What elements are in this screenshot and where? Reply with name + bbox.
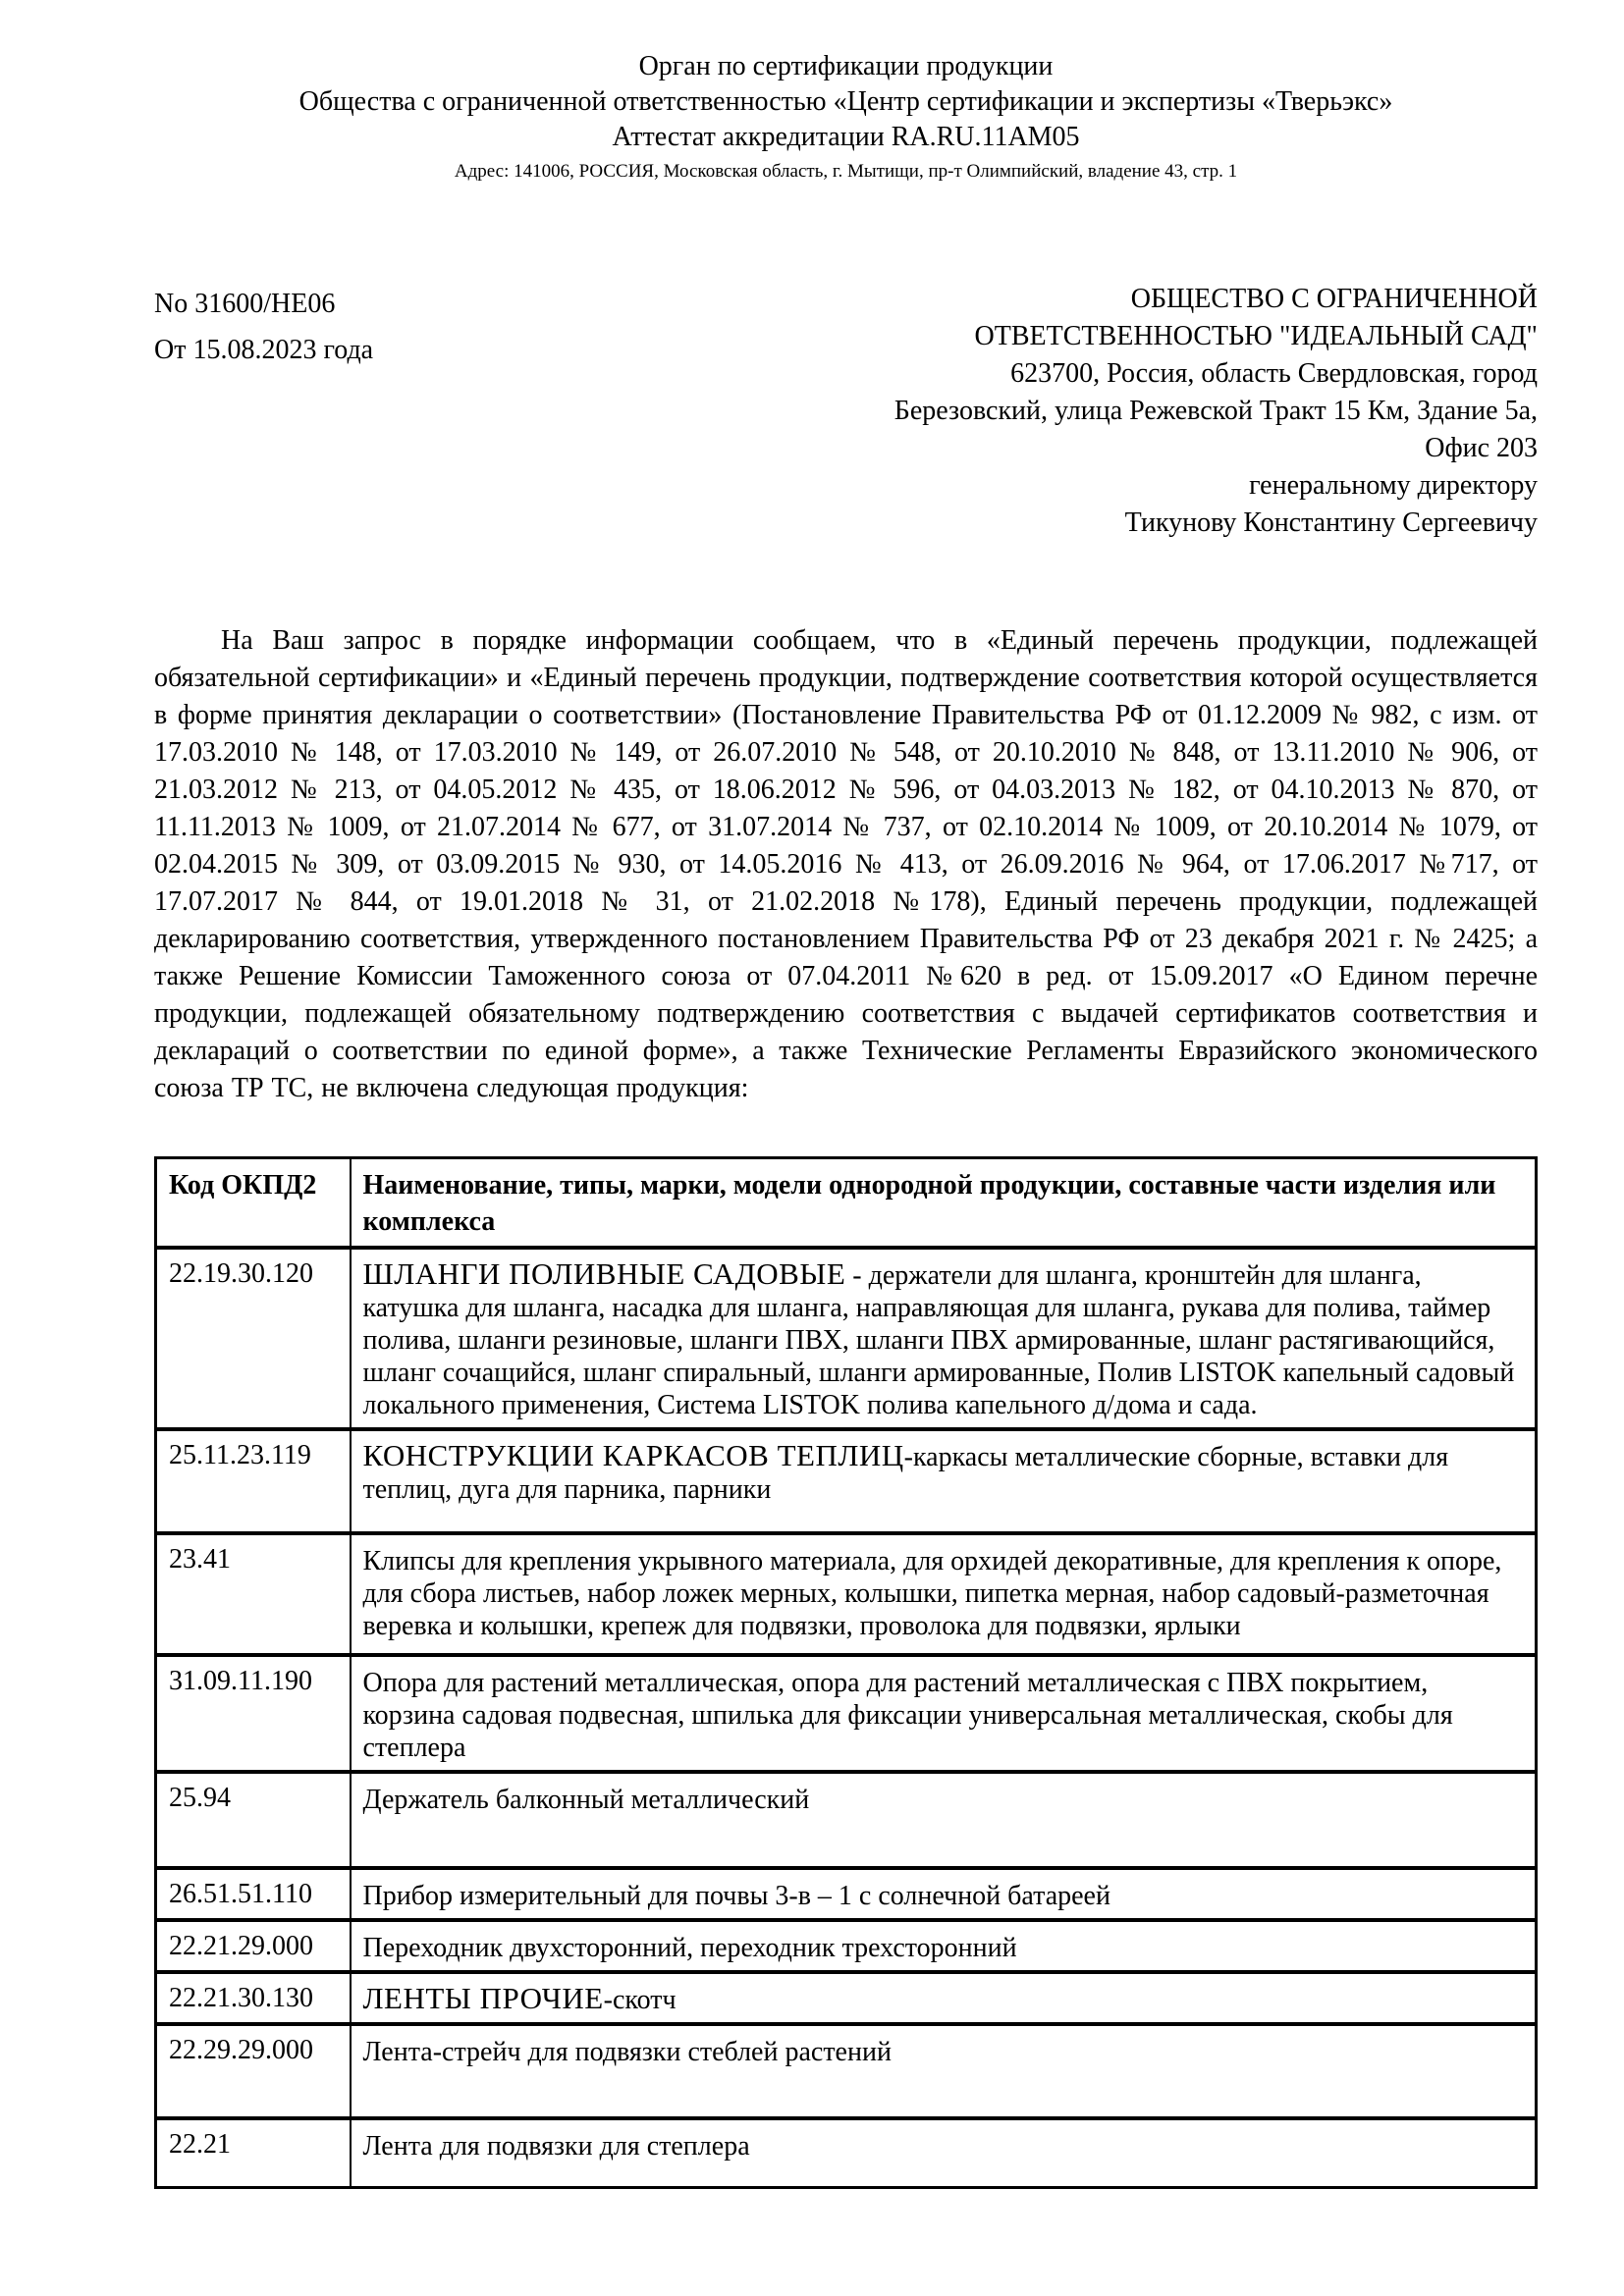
product-name-cell bbox=[351, 1655, 1537, 1772]
product-name-text: -скотч bbox=[603, 1985, 677, 2015]
okpd-code-cell: 31.09.11.190 bbox=[156, 1655, 351, 1772]
addressee-line: ОБЩЕСТВО С ОГРАНИЧЕННОЙ bbox=[1130, 284, 1538, 314]
table-header-row bbox=[156, 1158, 1537, 1249]
product-name-cell bbox=[351, 1920, 1537, 1972]
product-name-text: Переходник двухсторонний, переходник трехсторонний bbox=[362, 1933, 1017, 1963]
body-paragraph: На Ваш запрос в порядке информации сообщаем, что в «Единый перечень продукции, подлежащей обязательной сертификации» и «Единый перечень продукции, подтверждение соответствия которой осуществляется в форме принятия декларации о соответствии» (Постановление Правительства РФ от 01.12.2009 № 982, с изм. от 17.03.2010 № 148, от 17.03.2010 № 149, от 26.07.2010 № 548, от 20.10.2010 № 848, от 13.11.2010 № 906, от 21.03.2012 № 213, от 04.05.2012 № 435, от 18.06.2012 № 596, от 04.03.2013 № 182, от 04.10.2013 № 870, от 11.11.2013 № 1009, от 21.07.2014 № 677, от 31.07.2014 № 737, от 02.10.2014 № 1009, от 20.10.2014 № 1079, от 02.04.2015 № 309, от 03.09.2015 № 930, от 14.05.2016 № 413, от 26.09.2016 № 964, от 17.06.2017 №717, от 17.07.2017 № 844, от 19.01.2018 № 31, от 21.02.2018 №178), Единый перечень продукции, подлежащей декларированию соответствия, утвержденного постановлением Правительства РФ от 23 декабря 2021 г. № 2425; а также Решение Комиссии Таможенного союза от 07.04.2011 №620 в ред. от 15.09.2017 «О Едином перечне продукции, подлежащей обязательному подтверждению соответствия с выдачей сертификатов соответствия и деклараций о соответствии по единой форме», а также Технические Регламенты Евразийского экономического союза ТР ТС, не включена следующая продукция: bbox=[154, 625, 1538, 1103]
table-row bbox=[156, 1972, 1537, 2024]
product-name-cell bbox=[351, 2118, 1537, 2187]
okpd-code-cell: 25.94 bbox=[156, 1772, 351, 1868]
okpd-code-cell: 22.21.30.130 bbox=[156, 1972, 351, 2024]
addressee-line: 623700, Россия, область Свердловская, город bbox=[1010, 358, 1538, 389]
table-row bbox=[156, 2024, 1537, 2118]
letterhead bbox=[154, 49, 1538, 185]
table-row bbox=[156, 1655, 1537, 1772]
okpd-code-cell: 22.29.29.000 bbox=[156, 2024, 351, 2118]
product-name-text: Прибор измерительный для почвы 3-в – 1 с солнечной батареей bbox=[362, 1881, 1110, 1911]
product-name-text: Опора для растений металлическая, опора для растений металлическая с ПВХ покрытием, корзина садовая подвесная, шпилька для фиксации универсальная металлическая, скобы для степлера bbox=[362, 1668, 1453, 1763]
product-name-text: -каркасы металлические сборные, вставки для теплиц, дуга для парника, парники bbox=[362, 1442, 1449, 1505]
okpd-code-cell: 22.19.30.120 bbox=[156, 1248, 351, 1429]
product-name-cell bbox=[351, 2024, 1537, 2118]
product-name-text: Держатель балконный металлический bbox=[362, 1785, 810, 1815]
okpd-code-header: Код ОКПД2 bbox=[156, 1158, 351, 1249]
letter-number: No 31600/НЕ06 bbox=[154, 289, 336, 319]
table-row bbox=[156, 1772, 1537, 1868]
product-name-cell bbox=[351, 1533, 1537, 1655]
product-name-text: Клипсы для крепления укрывного материала, для орхидей декоративные, для крепления к опоре, для сбора листьев, набор ложек мерных, колышки, пипетка мерная, набор садовый-разметочная веревка и колышки, крепеж для подвязки, проволока для подвязки, ярлыки bbox=[362, 1546, 1502, 1641]
table-row bbox=[156, 1429, 1537, 1533]
okpd-code-cell: 23.41 bbox=[156, 1533, 351, 1655]
letterhead-address: Адрес: 141006, РОССИЯ, Московская область, г. Мытищи, пр-т Олимпийский, владение 43, стр. 1 bbox=[454, 161, 1238, 182]
product-name-text: Лента для подвязки для степлера bbox=[362, 2131, 750, 2162]
product-name-cell bbox=[351, 1248, 1537, 1429]
table-row bbox=[156, 1868, 1537, 1920]
product-name-header: Наименование, типы, марки, модели однородной продукции, составные части изделия или комплекса bbox=[351, 1158, 1537, 1249]
table-header bbox=[156, 1158, 1537, 1249]
okpd-code-cell: 26.51.51.110 bbox=[156, 1868, 351, 1920]
product-name-cell bbox=[351, 1972, 1537, 2024]
product-name-cell bbox=[351, 1772, 1537, 1868]
addressee-line: ОТВЕТСТВЕННОСТЬЮ "ИДЕАЛЬНЫЙ САД" bbox=[974, 321, 1538, 351]
okpd-code-cell: 22.21 bbox=[156, 2118, 351, 2187]
product-name-caps: КОНСТРУКЦИИ КАРКАСОВ ТЕПЛИЦ bbox=[362, 1438, 904, 1472]
reference-block bbox=[154, 281, 567, 542]
letterhead-line-1: Орган по сертификации продукции bbox=[638, 51, 1054, 81]
table-row bbox=[156, 2118, 1537, 2187]
product-name-text: Лента-стрейч для подвязки стеблей растений bbox=[362, 2037, 892, 2067]
addressee-line: Офис 203 bbox=[1425, 433, 1538, 463]
okpd-code-cell: 22.21.29.000 bbox=[156, 1920, 351, 1972]
addressee-block bbox=[567, 281, 1538, 542]
letterhead-line-3: Аттестат аккредитации RA.RU.11АМ05 bbox=[612, 122, 1080, 152]
table-row bbox=[156, 1248, 1537, 1429]
addressee-line: генеральному директору bbox=[1249, 470, 1538, 501]
product-name-text: - держатели для шланга, кронштейн для шланга, катушка для шланга, насадка для шланга, направляющая для шланга, рукава для полива, таймер полива, шланги резиновые, шланги ПВХ, шланги ПВХ армированные, шланг растягивающийся, шланг сочащийся, шланг спиральный, шланги армированные, Полив LISTOK капельный садовый локального применения, Система LISTOK полива капельного д/дома и сада. bbox=[362, 1260, 1515, 1420]
reference-and-addressee bbox=[154, 281, 1538, 542]
letterhead-line-2: Общества с ограниченной ответственностью «Центр сертификации и экспертизы «Тверьэкс» bbox=[298, 86, 1393, 117]
addressee-line: Тикунову Константину Сергеевичу bbox=[1124, 507, 1538, 538]
product-name-caps: ШЛАНГИ ПОЛИВНЫЕ САДОВЫЕ bbox=[362, 1256, 846, 1291]
okpd-code-cell: 25.11.23.119 bbox=[156, 1429, 351, 1533]
product-name-caps: ЛЕНТЫ ПРОЧИЕ bbox=[362, 1981, 604, 2015]
products-table bbox=[154, 1156, 1538, 2189]
table-row bbox=[156, 1920, 1537, 1972]
addressee-line: Березовский, улица Режевской Тракт 15 Км, Здание 5а, bbox=[893, 396, 1538, 426]
letter-date: От 15.08.2023 года bbox=[154, 335, 374, 365]
product-name-cell bbox=[351, 1868, 1537, 1920]
product-name-cell bbox=[351, 1429, 1537, 1533]
table-row bbox=[156, 1533, 1537, 1655]
